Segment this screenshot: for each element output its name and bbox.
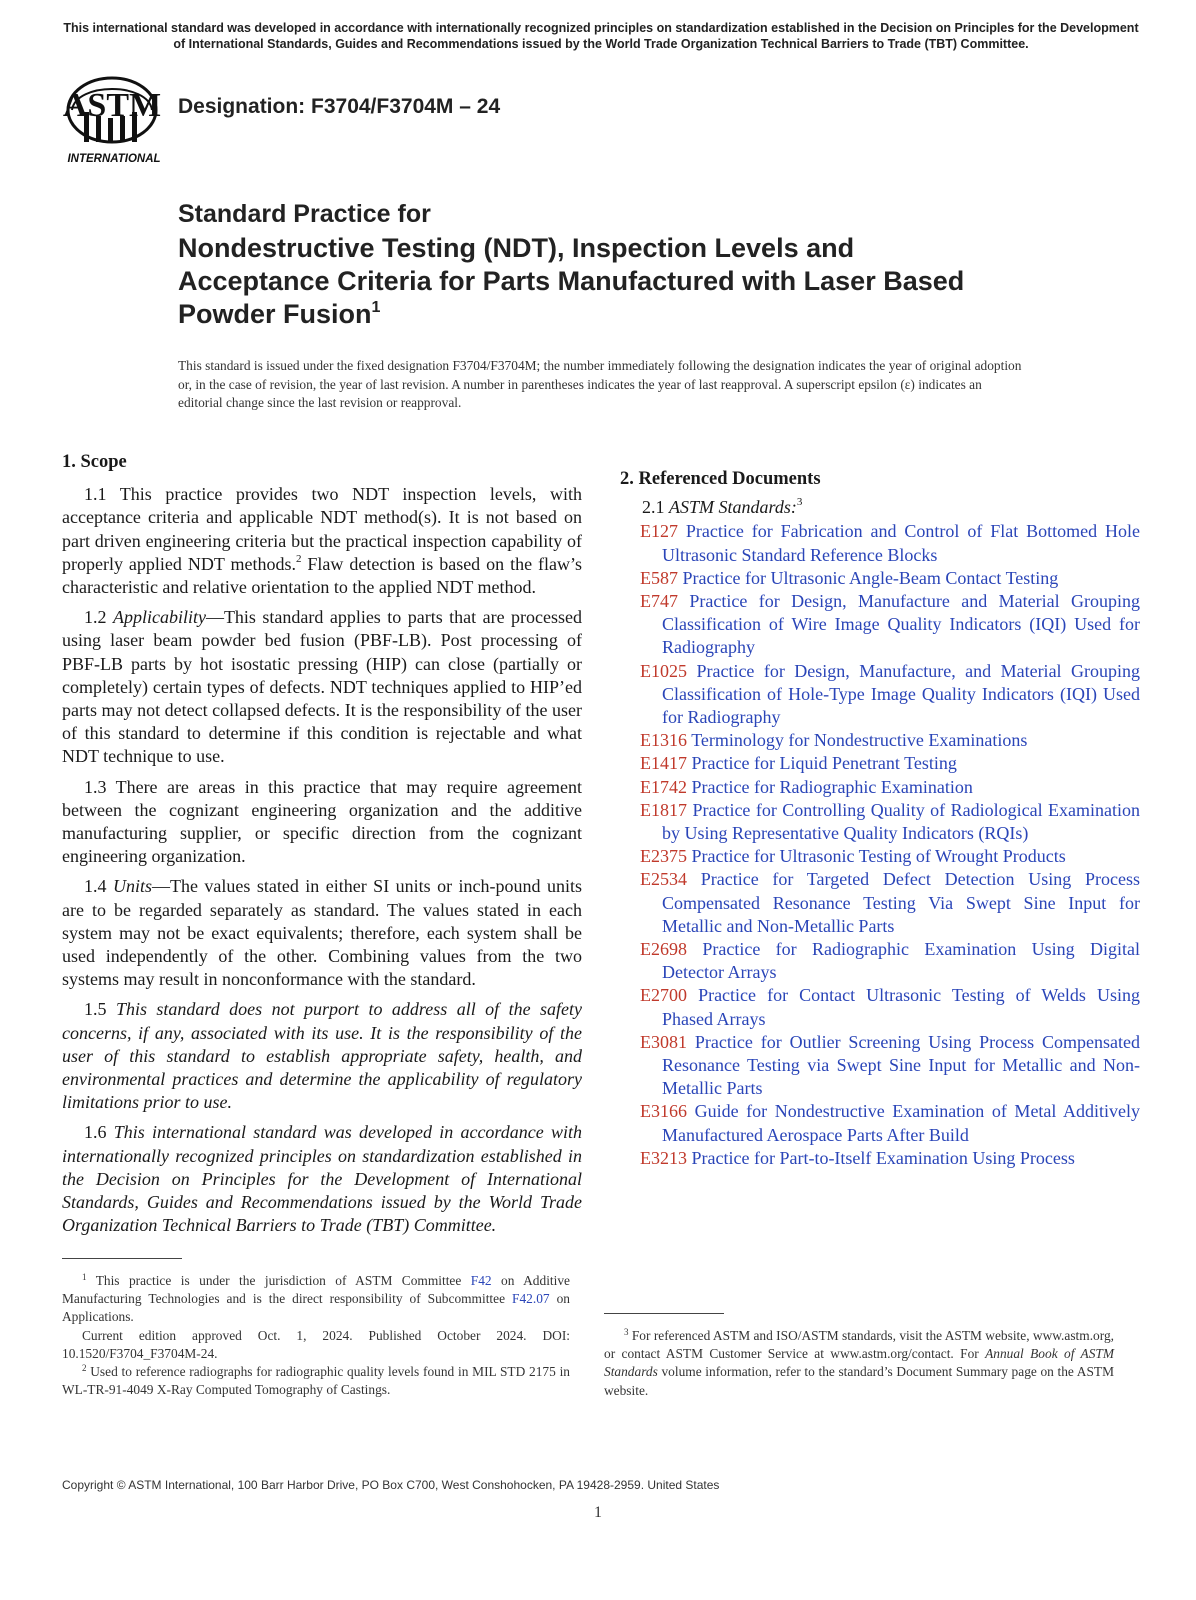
reference-item	[620, 752, 1140, 775]
reference-item	[620, 938, 1140, 984]
reference-code-link[interactable]: E1417	[640, 753, 687, 774]
reference-code-link[interactable]: E1742	[640, 776, 687, 797]
reference-code-link[interactable]: E1316	[640, 730, 687, 751]
title-prefix: Standard Practice for	[178, 200, 431, 228]
reference-code-link[interactable]: E1817	[640, 799, 687, 820]
reference-code-link[interactable]: E587	[640, 567, 678, 588]
document-title-text: Nondestructive Testing (NDT), Inspection Levels and Acceptance Criteria for Parts Manufactured with Laser Based Powder Fusion	[178, 233, 965, 329]
svg-text:INTERNATIONAL: INTERNATIONAL	[67, 153, 161, 165]
reference-code-link[interactable]: E3081	[640, 1031, 687, 1052]
reference-code-link[interactable]: E3213	[640, 1147, 687, 1168]
title-block	[178, 198, 998, 331]
footnote-ref-2: 2	[295, 552, 302, 565]
reference-item	[620, 868, 1140, 938]
reference-code-link[interactable]: E2375	[640, 846, 687, 867]
footnote-1: $^1$ This practice is under the jurisdiction of ASTM Committee F42 on Additive Manufacturing Technologies and is the direct responsibility of Subcommittee F42.07 on Applications.	[62, 1272, 570, 1325]
reference-title-link[interactable]: Practice for Outlier Screening Using Process Compensated Resonance Testing via Swept Sine Input for Metallic and Non-Metallic Parts	[662, 1031, 1141, 1099]
reference-item	[620, 845, 1140, 868]
committee-f42-link[interactable]: F42	[470, 1273, 492, 1288]
reference-item	[620, 520, 1140, 566]
left-column	[62, 451, 582, 1245]
reference-item	[620, 1100, 1140, 1146]
reference-list	[620, 520, 1140, 1170]
reference-title-link[interactable]: Practice for Controlling Quality of Radiological Examination by Using Representative Quality Indicators (RQIs)	[662, 799, 1141, 844]
reference-item	[620, 590, 1140, 660]
reference-code-link[interactable]: E2700	[640, 985, 687, 1006]
page-number: 1	[594, 1504, 602, 1521]
reference-item	[620, 776, 1140, 799]
reference-code-link[interactable]: E2534	[640, 869, 687, 890]
reference-item	[620, 1147, 1140, 1170]
reference-item	[620, 799, 1140, 845]
footnote-2: $^2$ Used to reference radiographs for radiographic quality levels found in MIL STD 2175 in WL-TR-91-4049 X-Ray Computed Tomography of Castings.	[62, 1363, 570, 1398]
footnote-divider	[62, 1258, 182, 1259]
svg-text:ASTM: ASTM	[62, 87, 162, 124]
reference-title-link[interactable]: Practice for Design, Manufacture and Material Grouping Classification of Wire Image Quality Indicators (IQI) Used for Radiography	[662, 591, 1141, 658]
copyright-notice: Copyright © ASTM International, 100 Barr Harbor Drive, PO Box C700, West Conshohocken, PA 19428-2959. United States	[62, 1478, 720, 1492]
footnote-divider	[604, 1313, 724, 1314]
reference-title-link[interactable]: Practice for Targeted Defect Detection Using Process Compensated Resonance Testing Via Swept Sine Input for Metallic and Non-Metallic Parts	[662, 869, 1141, 936]
reference-code-link[interactable]: E747	[640, 591, 678, 612]
reference-title-link[interactable]: Practice for Ultrasonic Angle-Beam Contact Testing	[682, 567, 1059, 588]
reference-title-link[interactable]: Practice for Radiographic Examination Using Digital Detector Arrays	[662, 939, 1141, 983]
footnotes-left	[62, 1272, 570, 1399]
paragraph-1-6: 1.6 This international standard was developed in accordance with internationally recognized principles on standardization established in the Decision on Principles for the Development of International Standards, Guides and Recommendations issued by the World Trade Organization Technical Barriers to Trade (TBT) Committee.	[62, 1122, 582, 1236]
reference-title-link[interactable]: Practice for Radiographic Examination	[691, 776, 973, 797]
designation: Designation: F3704/F3704M – 24	[178, 95, 501, 118]
wto-notice: This international standard was developed in accordance with internationally recognized principles on standardization established in the Decision on Principles for the Development of International Standards, Guides and Recommendations issued by the World Trade Organization Technical Barriers to Trade (TBT) Committee.	[63, 21, 1139, 51]
reference-code-link[interactable]: E2698	[640, 939, 687, 960]
reference-item	[620, 984, 1140, 1030]
reference-title-link[interactable]: Guide for Nondestructive Examination of Metal Additively Manufactured Aerospace Parts After Build	[662, 1101, 1141, 1145]
reference-title-link[interactable]: Practice for Fabrication and Control of Flat Bottomed Hole Ultrasonic Standard Reference Blocks	[662, 521, 1141, 565]
paragraph-1-5: 1.5 This standard does not purport to address all of the safety concerns, if any, associated with its use. It is the responsibility of the user of this standard to establish appropriate safety, health, and environmental practices and determine the applicability of regulatory limitations prior to use.	[62, 999, 582, 1113]
footnote-edition: Current edition approved Oct. 1, 2024. Published October 2024. DOI: 10.1520/F3704_F3704M-24.	[62, 1327, 570, 1361]
reference-item	[620, 567, 1140, 590]
reference-title-link[interactable]: Terminology for Nondestructive Examinations	[691, 730, 1028, 751]
paragraph-1-2: 1.2 Applicability—This standard applies to parts that are processed using laser beam powder bed fusion (PBF-LB). Post processing of PBF-LB parts by hot isostatic pressing (HIP) can close (partially or completely) certain types of defects. NDT techniques applied to HIP’ed parts may not detect collapsed defects. It is the responsibility of the user of this standard to determine if this condition is rejectable and what NDT technique to use.	[62, 607, 582, 767]
paragraph-1-4: 1.4 Units—The values stated in either SI units or inch-pound units are to be regarded separately as standard. The values stated in each system may not be exact equivalents; therefore, each system shall be used independently of the other. Combining values from the two systems may result in nonconformance with the standard.	[62, 876, 583, 990]
footnote-3: $^3$ For referenced ASTM and ISO/ASTM standards, visit the ASTM website, www.astm.org, or contact ASTM Customer Service at www.astm.org/contact. For Annual Book of ASTM Standards volume information, refer to the standard’s Document Summary page on the ASTM website.	[604, 1327, 1115, 1398]
astm-international-logo-icon	[62, 72, 172, 168]
paragraph-1-3: 1.3 There are areas in this practice that may require agreement between the cognizant engineering organization and the additive manufacturing supplier, or specific direction from the cognizant engineering organization.	[62, 776, 582, 867]
reference-item	[620, 660, 1140, 730]
reference-code-link[interactable]: E3166	[640, 1101, 687, 1122]
reference-title-link[interactable]: Practice for Design, Manufacture, and Material Grouping Classification of Hole-Type Image Quality Indicators (IQI) Used for Radiography	[662, 660, 1140, 728]
reference-code-link[interactable]: E1025	[640, 660, 687, 681]
footnotes-right	[604, 1327, 1114, 1400]
footnote-ref-3: 3	[796, 496, 803, 509]
reference-title-link[interactable]: Practice for Ultrasonic Testing of Wrought Products	[691, 846, 1066, 867]
section-heading-referenced-documents: 2. Referenced Documents	[620, 469, 821, 489]
subsection-astm-standards: 2.1 ASTM Standards:$^3$	[642, 496, 803, 518]
reference-title-link[interactable]: Practice for Contact Ultrasonic Testing of Welds Using Phased Arrays	[662, 985, 1141, 1029]
reference-item	[620, 729, 1140, 752]
paragraph-1-1: 1.1 This practice provides two NDT inspection levels, with acceptance criteria and applicable NDT method(s). It is not based on part driven engineering criteria but the practical inspection capability of properly applied NDT methods.$^2$ Flaw detection is based on the flaw’s characteristic and relative orientation to the applied NDT method.	[62, 484, 582, 598]
reference-code-link[interactable]: E127	[640, 521, 678, 542]
document-title	[178, 232, 998, 331]
footnote-ref-1: 1	[371, 299, 381, 316]
reference-title-link[interactable]: Practice for Part-to-Itself Examination Using Process	[691, 1147, 1075, 1168]
subcommittee-f42-07-link[interactable]: F42.07	[512, 1291, 550, 1307]
right-column	[620, 451, 1140, 1170]
issued-note: This standard is issued under the fixed designation F3704/F3704M; the number immediately following the designation indicates the year of original adoption or, in the case of revision, the year of last revision. A number in parentheses indicates the year of last reapproval. A superscript epsilon (ε) indicates an editorial change since the last revision or reapproval.	[178, 358, 1022, 410]
section-heading-scope: 1. Scope	[62, 452, 127, 472]
reference-title-link[interactable]: Practice for Liquid Penetrant Testing	[691, 753, 957, 774]
reference-item	[620, 1031, 1140, 1101]
